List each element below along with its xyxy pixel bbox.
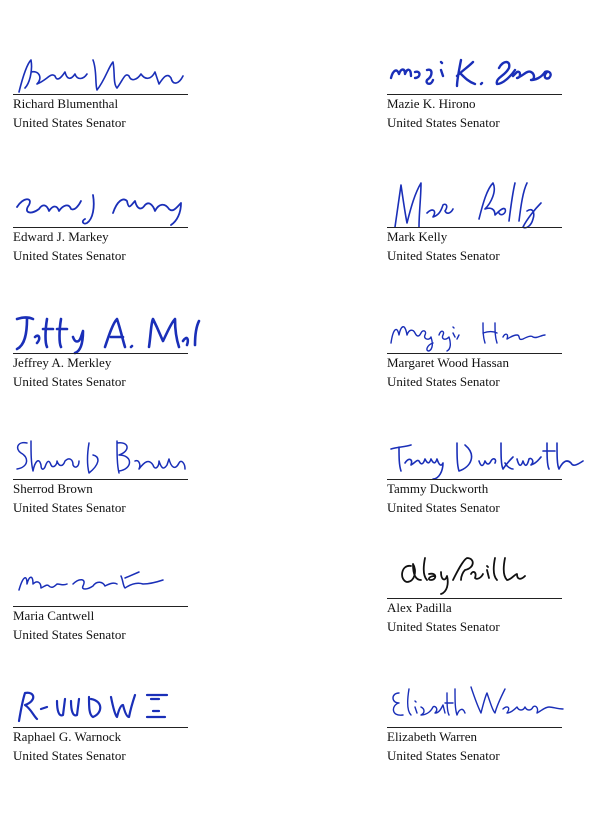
signer-name: Edward J. Markey xyxy=(13,229,109,244)
signer-name: Elizabeth Warren xyxy=(387,729,478,744)
signature-line xyxy=(13,606,188,607)
signature-kelly xyxy=(387,183,587,229)
signature-warren xyxy=(387,683,587,729)
signature-line xyxy=(387,598,562,599)
signature-line xyxy=(13,94,188,95)
signature-brown xyxy=(13,435,213,481)
signer-name: Mark Kelly xyxy=(387,229,448,244)
signer-name: Mazie K. Hirono xyxy=(387,96,476,111)
signature-line xyxy=(387,353,562,354)
signer-title: United States Senator xyxy=(387,500,500,515)
signer-name: Tammy Duckworth xyxy=(387,481,489,496)
signer-title: United States Senator xyxy=(13,748,126,763)
signature-line xyxy=(13,479,188,480)
signature-cantwell xyxy=(13,562,213,608)
signer-title: United States Senator xyxy=(13,248,126,263)
signature-padilla xyxy=(387,545,587,601)
signature-hirono xyxy=(387,50,587,96)
signature-line xyxy=(387,227,562,228)
signature-line xyxy=(387,479,562,480)
signer-title: United States Senator xyxy=(13,500,126,515)
signature-line xyxy=(387,727,562,728)
signer-title: United States Senator xyxy=(387,374,500,389)
signature-line xyxy=(13,353,188,354)
signer-name: Raphael G. Warnock xyxy=(13,729,122,744)
signer-name: Jeffrey A. Merkley xyxy=(13,355,112,370)
signature-duckworth xyxy=(387,435,587,481)
signer-title: United States Senator xyxy=(387,619,500,634)
signature-line xyxy=(387,94,562,95)
signature-blumenthal xyxy=(13,50,213,96)
signer-title: United States Senator xyxy=(387,748,500,763)
signature-hassan xyxy=(387,309,587,355)
signer-title: United States Senator xyxy=(13,374,126,389)
signer-title: United States Senator xyxy=(13,627,126,642)
signer-title: United States Senator xyxy=(387,248,500,263)
signer-name: Margaret Wood Hassan xyxy=(387,355,509,370)
signature-line xyxy=(13,727,188,728)
signer-name: Sherrod Brown xyxy=(13,481,93,496)
signer-title: United States Senator xyxy=(13,115,126,130)
signer-name: Alex Padilla xyxy=(387,600,452,615)
signer-name: Richard Blumenthal xyxy=(13,96,119,111)
signer-title: United States Senator xyxy=(387,115,500,130)
signature-markey xyxy=(13,183,213,229)
signature-warnock xyxy=(13,683,213,729)
signature-line xyxy=(13,227,188,228)
signer-name: Maria Cantwell xyxy=(13,608,95,623)
signature-merkley xyxy=(13,309,213,355)
